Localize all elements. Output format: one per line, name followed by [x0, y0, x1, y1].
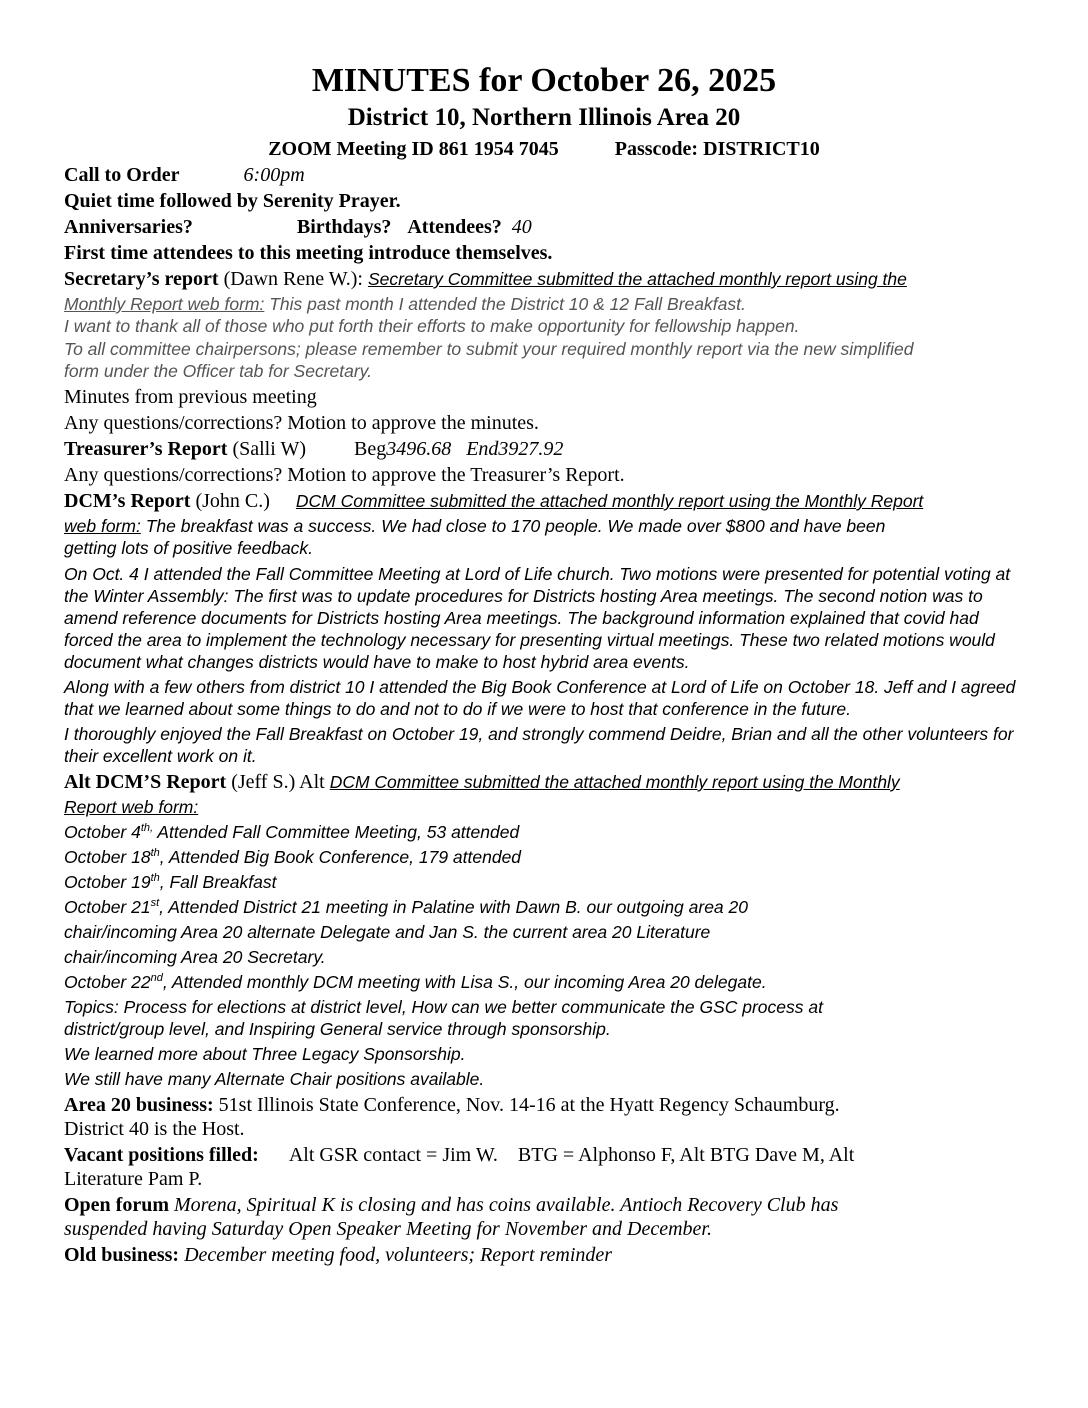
vacant-gsr: Alt GSR contact = Jim W. [288, 1144, 498, 1166]
item-text: , Fall Breakfast [159, 872, 277, 892]
old-business-line [64, 1243, 1029, 1267]
secretary-thanks: I want to thank all of those who put forth their efforts to make opportunity for fellowship happen. [64, 316, 800, 336]
secretary-report-link[interactable]: Secretary Committee submitted the attached monthly report using the [367, 269, 907, 289]
dcm-paragraph-breakfast: I thoroughly enjoyed the Fall Breakfast on October 19, and strongly commend Deidre, Brian and all the other volunteers for their excellent work on it. [64, 724, 1014, 766]
vacant-label: Vacant positions filled: [64, 1144, 259, 1166]
item-text: Attended Fall Committee Meeting, 53 attended [153, 822, 520, 842]
dcm-paragraph-committee: On Oct. 4 I attended the Fall Committee Meeting at Lord of Life church. Two motions were presented for potential voting at the Winter Assembly: The first was to update procedures for Districts hosting Area meetings. The second notion was to amend reference documents for Districts hosting Area meetings. The background information explained that covid had forced the area to implement the technology necessary for presenting virtual meetings. These two related motions would document what changes districts would have to make to host hybrid area events. [64, 564, 1011, 672]
alt-dcm-line-1 [64, 770, 1029, 794]
alt-dcm-label: Alt DCM’S Report [64, 771, 227, 793]
secretary-label: Secretary’s report [64, 268, 219, 290]
alt-dcm-report-link[interactable]: DCM Committee submitted the attached monthly report using the Monthly [329, 772, 900, 792]
item-text: , Attended District 21 meeting in Palatine with Dawn B. our outgoing area 20 [159, 897, 748, 917]
quiet-time-text: Quiet time followed by Serenity Prayer. [64, 190, 401, 212]
item-text: , Attended Big Book Conference, 179 attended [159, 847, 522, 867]
birthdays-label: Birthdays? [296, 216, 392, 238]
secretary-name: (Dawn Rene W.): [223, 268, 363, 290]
open-forum-text: Morena, Spiritual K is closing and has coins available. Antioch Recovery Club has [174, 1194, 839, 1216]
dcm-report-link[interactable]: DCM Committee submitted the attached monthly report using the Monthly Report [295, 491, 924, 511]
item-suffix: nd [150, 972, 163, 985]
item-date: October 19 [64, 872, 151, 892]
item-date: October 22 [64, 972, 151, 992]
vacant-line-2: Literature Pam P. [64, 1168, 203, 1190]
item-date: October 4 [64, 822, 141, 842]
secretary-text: This past month I attended the District 10 & 12 Fall Breakfast. [264, 294, 746, 314]
call-to-order-time: 6:00pm [243, 164, 305, 186]
old-business-label: Old business: [64, 1244, 180, 1266]
dcm-line-3: getting lots of positive feedback. [64, 538, 314, 558]
dcm-line-1 [64, 489, 1029, 513]
dcm-text: The breakfast was a success. We had close to 170 people. We made over $800 and have been [140, 516, 886, 536]
open-forum-line-2: suspended having Saturday Open Speaker Meeting for November and December. [64, 1218, 712, 1240]
list-item [64, 971, 1029, 993]
item-date: October 18 [64, 847, 151, 867]
vacant-line-1 [64, 1143, 1029, 1167]
dcm-form-link[interactable]: web form: [64, 516, 141, 536]
legacy-line: We learned more about Three Legacy Sponsorship. [64, 1044, 466, 1064]
dcm-line-2 [64, 515, 1029, 537]
quiet-time-line [64, 189, 1029, 213]
item-suffix: th, [140, 822, 154, 835]
beg-balance: 3496.68 [386, 438, 452, 460]
list-item-continuation: chair/incoming Area 20 alternate Delegate and Jan S. the current area 20 Literature [64, 922, 711, 942]
minutes-body [64, 163, 1029, 1269]
minutes-previous: Minutes from previous meeting [64, 386, 317, 408]
attendees-count: 40 [511, 216, 532, 238]
beg-label: Beg [353, 438, 387, 460]
list-item [64, 821, 1029, 843]
old-business-text: December meeting food, volunteers; Report reminder [184, 1244, 613, 1266]
anniversaries-label: Anniversaries? [64, 216, 193, 238]
item-date: October 21 [64, 897, 151, 917]
end-label: End [466, 438, 499, 460]
alt-chair-line: We still have many Alternate Chair positions available. [64, 1069, 485, 1089]
open-forum-label: Open forum [64, 1194, 169, 1216]
treasurer-motion: Any questions/corrections? Motion to approve the Treasurer’s Report. [64, 464, 625, 486]
end-balance: 3927.92 [498, 438, 564, 460]
topics-b: district/group level, and Inspiring General service through sponsorship. [64, 1019, 611, 1039]
list-item [64, 846, 1029, 868]
first-time-text: First time attendees to this meeting introduce themselves. [64, 242, 553, 264]
call-to-order-line [64, 163, 1029, 187]
secretary-line-1 [64, 267, 1029, 291]
call-to-order-label: Call to Order [64, 164, 180, 186]
secretary-reminder-b: form under the Officer tab for Secretary. [64, 361, 372, 381]
attendees-label: Attendees? [407, 216, 502, 238]
area20-line-2: District 40 is the Host. [64, 1118, 245, 1140]
treasurer-line [64, 437, 1029, 461]
alt-dcm-line-2 [64, 796, 1029, 818]
dcm-name: (John C.) [195, 490, 270, 512]
alt-dcm-form-link[interactable]: Report web form: [64, 797, 199, 817]
page-title: MINUTES for October 26, 2025 [311, 62, 777, 99]
area20-line-1 [64, 1093, 1029, 1117]
zoom-passcode: Passcode: DISTRICT10 [614, 138, 820, 160]
anniversaries-line [64, 215, 1029, 239]
item-suffix: th [150, 872, 160, 885]
list-item [64, 871, 1029, 893]
secretary-form-link[interactable]: Monthly Report web form: [64, 294, 265, 314]
zoom-info [0, 138, 1088, 161]
vacant-btg: BTG = Alphonso F, Alt BTG Dave M, Alt [517, 1144, 855, 1166]
list-item-continuation: chair/incoming Area 20 Secretary. [64, 947, 326, 967]
open-forum-line-1 [64, 1193, 1029, 1217]
dcm-label: DCM’s Report [64, 490, 191, 512]
topics-a: Topics: Process for elections at district level, How can we better communicate the GSC process at [64, 997, 823, 1017]
area20-text: 51st Illinois State Conference, Nov. 14-16 at the Hyatt Regency Schaumburg. [218, 1094, 840, 1116]
item-suffix: st [150, 897, 160, 910]
alt-dcm-name: (Jeff S.) Alt [231, 771, 325, 793]
page-subtitle: District 10, Northern Illinois Area 20 [347, 104, 741, 131]
dcm-paragraph-bigbook: Along with a few others from district 10 I attended the Big Book Conference at Lord of Life on October 18. Jeff and I agreed that we learned about some things to do and not to do if we were to host that conference in the future. [64, 677, 1016, 719]
treasurer-label: Treasurer’s Report [64, 438, 228, 460]
secretary-reminder-a: To all committee chairpersons; please remember to submit your required monthly report via the new simplified [64, 339, 914, 359]
item-suffix: th [150, 847, 160, 860]
minutes-motion: Any questions/corrections? Motion to approve the minutes. [64, 412, 539, 434]
area20-label: Area 20 business: [64, 1094, 214, 1116]
treasurer-name: (Salli W) [232, 438, 306, 460]
zoom-meeting-id: ZOOM Meeting ID 861 1954 7045 [268, 138, 559, 160]
item-text: , Attended monthly DCM meeting with Lisa S., our incoming Area 20 delegate. [162, 972, 767, 992]
secretary-line-2 [64, 293, 1029, 315]
first-time-line [64, 241, 1029, 265]
list-item [64, 896, 1029, 918]
